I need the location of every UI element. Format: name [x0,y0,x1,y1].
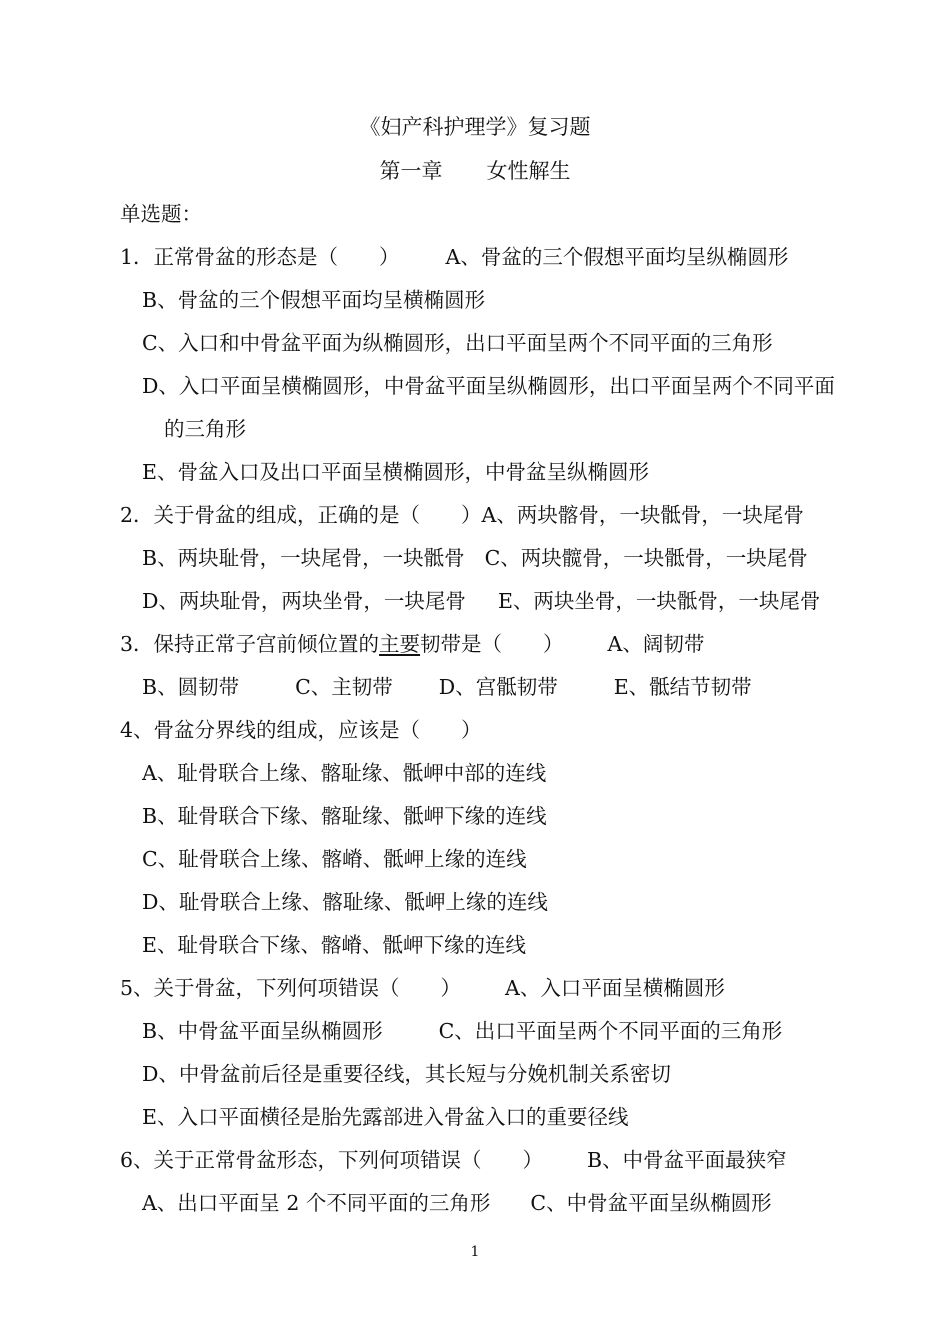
question-5-options-bc [142,1017,782,1045]
chapter-name: 女性解生 [486,159,571,183]
option-6c: C、中骨盆平面呈纵椭圆形 [530,1191,772,1215]
section-label: 单选题： [120,202,202,226]
question-stem-suffix: 韧带是（ ） [420,632,564,656]
option-4c: C、耻骨联合上缘、髂嵴、骶岬上缘的连线 [142,847,527,871]
option-5a: A、入口平面呈横椭圆形 [505,976,725,1000]
question-stem: 2．关于骨盆的组成，正确的是（ ） [120,503,482,527]
option-1a: A、骨盆的三个假想平面均呈纵椭圆形 [445,245,789,269]
option-4d: D、耻骨联合上缘、髂耻缘、骶岬上缘的连线 [142,890,548,914]
option-4e: E、耻骨联合下缘、髂嵴、骶岬下缘的连线 [142,933,526,957]
question-stem: 1．正常骨盆的形态是（ ） [120,245,400,269]
question-4: 4、骨盆分界线的组成，应该是（ ） [120,718,482,742]
option-5e: E、入口平面横径是胎先露部进入骨盆入口的重要径线 [142,1105,629,1129]
question-6-options-ac [142,1189,772,1217]
question-stem-prefix: 3．保持正常子宫前倾位置的 [120,632,380,656]
option-6b: B、中骨盆平面最狭窄 [587,1148,787,1172]
option-6a: A、出口平面呈 2 个不同平面的三角形 [142,1191,491,1215]
option-3a: A、阔韧带 [607,632,705,656]
option-3e: E、骶结节韧带 [613,675,752,699]
option-3d: D、宫骶韧带 [438,675,558,699]
option-1c: C、入口和中骨盆平面为纵椭圆形，出口平面呈两个不同平面的三角形 [142,331,773,355]
option-2e: E、两块坐骨，一块骶骨，一块尾骨 [497,589,821,613]
option-1d-continued: 的三角形 [164,417,246,441]
question-6 [120,1146,787,1174]
option-4a: A、耻骨联合上缘、髂耻缘、骶岬中部的连线 [142,761,547,785]
option-2b: B、两块耻骨，一块尾骨，一块骶骨 [142,546,465,570]
option-5d: D、中骨盆前后径是重要径线，其长短与分娩机制关系密切 [142,1062,671,1086]
question-3 [120,630,704,658]
option-3c: C、主韧带 [295,675,393,699]
option-1d: D、入口平面呈横椭圆形，中骨盆平面呈纵椭圆形，出口平面呈两个不同平面 [142,374,835,398]
question-2 [120,501,804,529]
question-2-options-de [142,587,820,615]
document-title: 《妇产科护理学》复习题 [359,115,591,139]
question-stem-underlined: 主要 [379,632,421,656]
chapter-label: 第一章 [379,159,443,183]
question-1 [120,243,788,271]
option-2a: A、两块髂骨，一块骶骨，一块尾骨 [481,503,804,527]
option-2d: D、两块耻骨，两块坐骨，一块尾骨 [142,589,466,613]
question-5 [120,974,725,1002]
question-stem: 6、关于正常骨盆形态，下列何项错误（ ） [120,1148,544,1172]
question-2-options-bc [142,544,808,572]
option-2c: C、两块髋骨，一块骶骨，一块尾骨 [484,546,808,570]
option-5b: B、中骨盆平面呈纵椭圆形 [142,1019,383,1043]
page-number: 1 [470,1244,480,1260]
option-1e: E、骨盆入口及出口平面呈横椭圆形，中骨盆呈纵椭圆形 [142,460,649,484]
question-3-options [142,673,752,701]
option-1b: B、骨盆的三个假想平面均呈横椭圆形 [142,288,486,312]
option-4b: B、耻骨联合下缘、髂耻缘、骶岬下缘的连线 [142,804,547,828]
question-stem: 5、关于骨盆，下列何项错误（ ） [120,976,462,1000]
option-5c: C、出口平面呈两个不同平面的三角形 [438,1019,783,1043]
option-3b: B、圆韧带 [142,675,240,699]
chapter-heading [0,157,950,185]
